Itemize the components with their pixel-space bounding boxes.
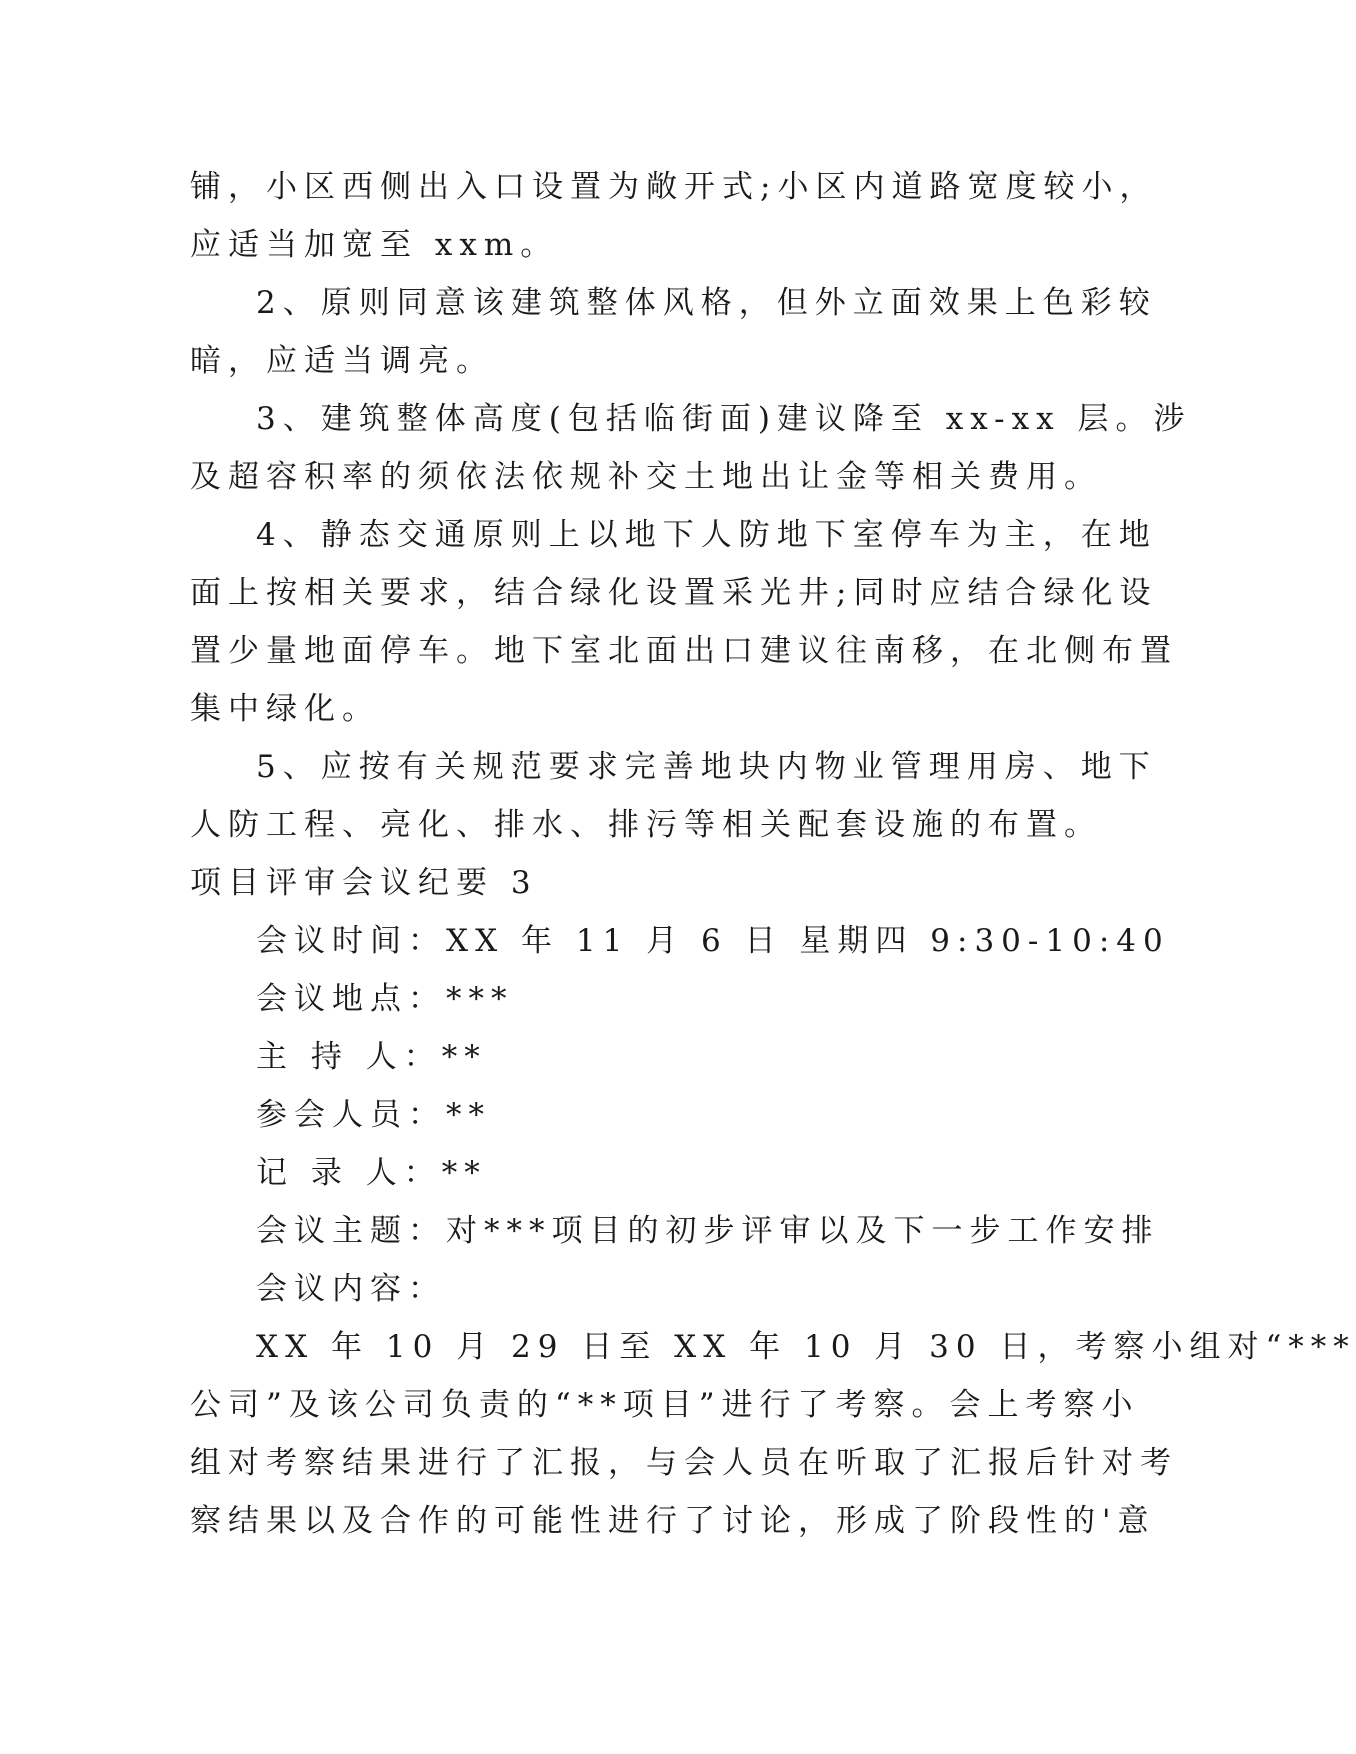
item-2-line: 暗，应适当调亮。 [190,343,494,379]
item-5-line: 5、应按有关规范要求完善地块内物业管理用房、地下 [256,749,1157,785]
document-page [190,158,1356,1550]
meeting-attendees: 参会人员：** [256,1097,491,1133]
content-line: XX 年 10 月 29 日至 XX 年 10 月 30 日，考察小组对“*** [256,1329,1356,1365]
item-5-line: 人防工程、亮化、排水、排污等相关配套设施的布置。 [190,807,1102,843]
item-2-line: 2、原则同意该建筑整体风格，但外立面效果上色彩较 [256,285,1157,321]
content-line: 公司”及该公司负责的“**项目”进行了考察。会上考察小 [190,1387,1140,1423]
meeting-time: 会议时间：XX 年 11 月 6 日 星期四 9:30-10:40 [256,923,1170,959]
item-4-line: 面上按相关要求，结合绿化设置采光井;同时应结合绿化设 [190,575,1158,611]
item-4-line: 4、静态交通原则上以地下人防地下室停车为主，在地 [256,517,1157,553]
item-3-line: 及超容积率的须依法依规补交土地出让金等相关费用。 [190,459,1102,495]
meeting-recorder: 记 录 人：** [256,1155,487,1191]
item-4-line: 集中绿化。 [190,691,380,727]
meeting-host: 主 持 人：** [256,1039,487,1075]
item-3-line: 3、建筑整体高度(包括临街面)建议降至 xx-xx 层。涉 [256,401,1192,437]
meeting-topic: 会议主题：对***项目的初步评审以及下一步工作安排 [256,1213,1160,1249]
meeting-location: 会议地点：*** [256,981,514,1017]
item-4-line: 置少量地面停车。地下室北面出口建议往南移，在北侧布置 [190,633,1178,669]
text-line: 应适当加宽至 xxm。 [190,227,559,263]
content-line: 组对考察结果进行了汇报，与会人员在听取了汇报后针对考 [190,1445,1178,1481]
section-title: 项目评审会议纪要 3 [190,865,538,901]
content-line: 察结果以及合作的可能性进行了讨论，形成了阶段性的'意 [190,1503,1156,1539]
text-line: 铺，小区西侧出入口设置为敞开式;小区内道路宽度较小， [190,169,1158,205]
meeting-content-label: 会议内容： [256,1271,446,1307]
